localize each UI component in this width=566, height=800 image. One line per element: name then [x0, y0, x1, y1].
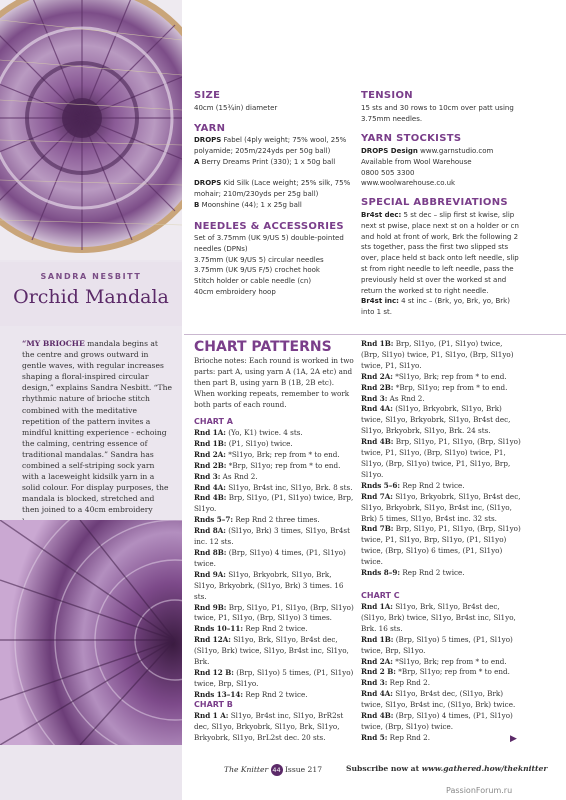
- round-instruction: [194, 483, 356, 494]
- round-label: Rnd 4B:: [361, 711, 394, 721]
- round-text: *Brp, Sl1yo; rep from * to end.: [395, 667, 510, 677]
- round-label: Rnd 7A:: [361, 491, 393, 501]
- round-text: Brp, Sl1yo, P1, Sl1yo, (Brp, Sl1yo) twice, P1, Sl1yo, (Brp, Sl1yo) 3 times.: [194, 602, 354, 623]
- yarn-a-letter: A: [194, 157, 200, 166]
- needles-item: 3.75mm (UK 9/US 5) circular needles: [194, 255, 324, 264]
- round-instruction: [361, 481, 523, 492]
- round-text: Rep Rnd 2 twice.: [400, 568, 465, 578]
- yarn-a-colour: Berry Dreams Print (330); 1 x 50g ball: [199, 157, 336, 166]
- round-label: Rnd 12 B:: [194, 667, 234, 677]
- round-instruction: [361, 711, 523, 733]
- round-text: Brp, Sl1yo, P1, Sl1yo, (Brp, Sl1yo) twice, P1, Sl1yo, Brp, Sl1yo, (P1, Sl1yo) twice, (Brp, Sl1yo) 6 times, (P1, Sl1yo) twice.: [361, 524, 521, 567]
- subscribe-label: Subscribe now at: [346, 764, 422, 773]
- chart-c-rounds: [361, 602, 523, 744]
- round-instruction: [194, 450, 356, 461]
- round-label: Rnd 5:: [361, 732, 388, 742]
- round-label: Rnds 8–9:: [361, 568, 401, 578]
- continue-arrow-icon: ▶: [510, 734, 517, 744]
- round-text: As Rnd 2.: [387, 393, 425, 403]
- round-text: (P1, Sl1yo) twice.: [226, 438, 293, 448]
- round-instruction: [361, 383, 523, 394]
- round-text: Sl1yo, Br4st inc, Sl1yo, BrR2st dec, Sl1yo, Brkyobrk, Sl1yo, Brk, Sl1yo, Brkyobrk, Sl1yo, BrL2st dec. 20 sts.: [194, 711, 344, 742]
- yarn-b-colour: Moonshine (44); 1 x 25g ball: [199, 200, 302, 209]
- round-text: *Brp, Sl1yo; rep from * to end.: [393, 382, 508, 392]
- round-instruction: [361, 404, 523, 437]
- intro-lead: “MY BRIOCHE: [22, 339, 85, 348]
- brioche-notes: Brioche notes: Each round is worked in two parts: part A, using yarn A (1A, 2A etc) and then part B, using yarn B (1B, 2B etc). When working repeats, remember to work both parts of each round.: [194, 356, 354, 409]
- chart-a-heading: CHART A: [194, 417, 233, 426]
- stockists-text: [361, 146, 531, 189]
- round-instruction: [361, 339, 523, 372]
- round-instruction: [361, 437, 523, 481]
- yarn-a-desc: Fabel (4ply weight; 75% wool, 25% polyamide; 205m/224yds per 50g ball): [194, 136, 347, 155]
- tension-text: 15 sts and 30 rows to 10cm over patt using 3.75mm needles.: [361, 104, 514, 123]
- round-label: Rnds 13–14:: [194, 689, 244, 699]
- round-label: Rnd 1A:: [194, 428, 226, 437]
- round-instruction: [194, 439, 356, 450]
- chart-b-rounds-cont: [361, 339, 523, 579]
- round-label: Rnd 8A:: [194, 526, 226, 536]
- yarn-a: [194, 135, 356, 167]
- round-instruction: [361, 678, 523, 689]
- round-instruction: [194, 548, 356, 570]
- stockist-line2: Available from Wool Warehouse: [361, 157, 472, 166]
- round-instruction: [194, 570, 356, 603]
- round-text: Sl1yo, Br4st dec, (Sl1yo, Brk) twice, Sl1yo, Br4st inc, (Sl1yo, Brk) twice.: [361, 689, 516, 710]
- section-divider: [184, 334, 566, 335]
- round-text: (Sl1yo, Brk) 3 times, Sl1yo, Br4st inc. 12 sts.: [194, 526, 350, 547]
- abbrev-text: [361, 210, 523, 318]
- abbrev-heading: SPECIAL ABBREVIATIONS: [361, 197, 508, 208]
- round-label: Rnd 2A:: [361, 371, 393, 381]
- round-text: (Brp, Sl1yo) 4 times, (P1, Sl1yo) twice.: [194, 547, 346, 568]
- round-instruction: [194, 493, 356, 515]
- size-heading: SIZE: [194, 90, 221, 101]
- round-text: *Sl1yo, Brk; rep from * to end.: [225, 449, 340, 459]
- yarn-b: [194, 178, 356, 210]
- round-instruction: [361, 657, 523, 668]
- round-label: Rnd 1B:: [194, 438, 227, 448]
- round-text: Rep Rnd 2 twice.: [243, 689, 308, 699]
- yarn-b-letter: B: [194, 200, 200, 209]
- round-text: (Brp, Sl1yo) 4 times, (P1, Sl1yo) twice, (Brp, Sl1yo) twice.: [361, 711, 513, 731]
- round-text: (Brp, Sl1yo) 5 times, (P1, Sl1yo) twice, Brp, Sl1yo.: [194, 667, 354, 688]
- chart-b-heading: CHART B: [194, 700, 233, 709]
- needles-list: [194, 233, 359, 298]
- round-text: As Rnd 2.: [220, 471, 258, 481]
- intro-body: mandala begins at the centre and grows outward in gentle waves, with regular increases shaping a floral-inspired circular design,” explains Sandra Nesbitt. “The rhythmic nature of brioche stitch combined with the meditative repetition of the pattern invites a mindful knitting experience - echoing the calming, centring essence of traditional mandalas.” Sandra has combined a self-striping sock yarn with a laceweight kidsilk yarn in a solid colour. For display purposes, the mandala is blocked, stretched and then joined to a 40cm embroidery: [22, 339, 173, 515]
- round-label: Rnd 4A:: [361, 404, 393, 414]
- yarn-heading: YARN: [194, 123, 226, 134]
- round-instruction: [194, 526, 356, 548]
- round-instruction: [361, 394, 523, 405]
- round-label: Rnd 4A:: [194, 482, 226, 492]
- yarn-b-desc: Kid Silk (Lace weight; 25% silk, 75% mohair; 210m/230yds per 25g ball): [194, 179, 351, 198]
- round-instruction: [361, 602, 523, 635]
- round-label: Rnd 9B:: [194, 602, 227, 612]
- round-instruction: [361, 568, 523, 579]
- abbrev-inc-term: Br4st inc:: [361, 297, 399, 306]
- round-text: Brp, Sl1yo, P1, Sl1yo, (Brp, Sl1yo) twice, P1, Sl1yo, (Brp, Sl1yo) twice, P1, Sl1yo, (Brp, Sl1yo) twice, P1, Sl1yo, Brp, Sl1yo.: [361, 437, 521, 479]
- round-label: Rnd 3:: [194, 471, 221, 481]
- round-label: Rnd 3:: [361, 393, 388, 403]
- round-instruction: [194, 668, 356, 690]
- chart-c-heading: CHART C: [361, 591, 400, 600]
- stockist-web2: www.woolwarehouse.co.uk: [361, 179, 456, 188]
- round-text: *Sl1yo, Brk; rep from * to end.: [392, 371, 507, 381]
- mandala-photo-top: [0, 0, 182, 260]
- round-text: *Brp, Sl1yo; rep from * to end.: [226, 460, 341, 470]
- round-text: (Brp, Sl1yo) 5 times, (P1, Sl1yo) twice, Brp, Sl1yo.: [361, 634, 513, 655]
- stockist-web1: www.garnstudio.com: [417, 147, 494, 155]
- size-text: 40cm (15¾in) diameter: [194, 104, 278, 112]
- round-text: (Yo, K1) twice. 4 sts.: [225, 428, 303, 437]
- round-instruction: [194, 461, 356, 472]
- needles-heading: NEEDLES & ACCESSORIES: [194, 221, 344, 232]
- needles-item: 40cm embroidery hoop: [194, 287, 276, 296]
- round-text: Sl1yo, Brk, Sl1yo, Br4st dec, (Sl1yo, Brk) twice, Sl1yo, Br4st inc, Sl1yo, Brk. 16 sts.: [361, 602, 516, 633]
- subscribe-link[interactable]: www.gathered.how/theknitter: [421, 764, 548, 773]
- mandala-photo-detail: [0, 520, 182, 745]
- stockist-phone: 0800 505 3300: [361, 168, 415, 177]
- round-instruction: [194, 472, 356, 483]
- designer-name: SANDRA NESBITT: [40, 272, 142, 281]
- yarn-b-brand: DROPS: [194, 179, 222, 187]
- round-instruction: [194, 428, 356, 439]
- round-text: Rep Rnd 2 twice.: [400, 480, 465, 490]
- round-label: Rnd 4B:: [194, 493, 227, 503]
- round-instruction: [361, 372, 523, 383]
- intro-text: [22, 338, 172, 527]
- round-text: Rep Rnd 2.: [387, 732, 431, 742]
- round-label: Rnd 1A:: [361, 602, 393, 611]
- round-label: Rnd 12A:: [194, 635, 231, 645]
- round-label: Rnd 2B:: [194, 460, 227, 470]
- round-label: Rnds 5–6:: [361, 480, 401, 490]
- chart-a-rounds: [194, 428, 356, 701]
- chart-b-rounds-start: [194, 711, 356, 744]
- round-instruction: [194, 603, 356, 625]
- round-instruction: [361, 635, 523, 657]
- round-text: Brp, Sl1yo, (P1, Sl1yo) twice, (Brp, Sl1yo) twice, P1, Sl1yo, (Brp, Sl1yo) twice, P1, Sl1yo.: [361, 339, 514, 370]
- needles-item: Stitch holder or cable needle (cn): [194, 277, 312, 286]
- stockist-brand: DROPS Design: [361, 147, 418, 155]
- round-label: Rnd 2A:: [194, 449, 226, 459]
- round-label: Rnd 4A:: [361, 689, 393, 699]
- round-label: Rnd 7B:: [361, 524, 394, 534]
- round-label: Rnd 2B:: [361, 382, 394, 392]
- round-text: Sl1yo, Brkyobrk, Sl1yo, Br4st dec, Sl1yo, Brkyobrk, Sl1yo, Br4st inc, (Sl1yo, Brk) 5 times, Sl1yo, Br4st inc. 32 sts.: [361, 491, 521, 523]
- abbrev-dec-term: Br4st dec:: [361, 211, 402, 219]
- abbrev-dec-text: 5 st dec – slip first st kwise, slip next st pwise, place next st on a holder or cn and hold at front of work, Brk the following 2 sts together, pass the first two slipped sts over, place held st back onto left needle, slip st from right needle to left needle, pass the previously held st over the worked st and return the worked st to right needle.: [361, 211, 519, 295]
- round-text: *Sl1yo, Brk; rep from * to end.: [392, 656, 507, 666]
- round-instruction: [194, 635, 356, 668]
- round-label: Rnd 1B:: [361, 634, 394, 644]
- round-text: Sl1yo, Brk, Sl1yo, Br4st dec, (Sl1yo, Brk) twice, Sl1yo, Br4st inc, Sl1yo, Brk.: [194, 635, 349, 667]
- round-text: Brp, Sl1yo, (P1, Sl1yo) twice, Brp, Sl1yo.: [194, 493, 354, 514]
- round-instruction: [361, 492, 523, 525]
- round-text: Sl1yo, Brkyobrk, Sl1yo, Brk, Sl1yo, Brkyobrk, (Sl1yo, Brk) 3 times. 16 sts.: [194, 569, 344, 601]
- round-instruction: [361, 667, 523, 678]
- round-instruction: [361, 733, 523, 744]
- round-instruction: [194, 515, 356, 526]
- round-label: Rnd 2 B:: [361, 667, 396, 677]
- issue-number: Issue 217: [284, 765, 323, 774]
- needles-item: 3.75mm (UK 9/US F/5) crochet hook: [194, 266, 320, 275]
- round-label: Rnd 9A:: [194, 569, 226, 579]
- round-label: Rnd 8B:: [194, 547, 227, 557]
- round-instruction: [361, 524, 523, 568]
- round-text: (Sl1yo, Brkyobrk, Sl1yo, Brk) twice, Sl1yo, Brkyobrk, Sl1yo, Br4st dec, Sl1yo, Brkyobrk, Sl1yo, Brk. 24 sts.: [361, 404, 511, 436]
- round-label: Rnd 2A:: [361, 656, 393, 666]
- round-label: Rnd 1 A:: [194, 711, 229, 720]
- magazine-name: The Knitter: [224, 765, 269, 774]
- round-instruction: [361, 689, 523, 711]
- round-text: Rep Rnd 2.: [387, 678, 431, 688]
- round-text: Rep Rnd 2 three times.: [233, 515, 320, 525]
- abbrev-inc-text: 4 st inc – (Brk, yo, Brk, yo, Brk) into 1 st.: [361, 297, 510, 317]
- round-label: Rnd 1B:: [361, 339, 394, 348]
- round-text: Sl1yo, Br4st inc, Sl1yo, Brk. 8 sts.: [225, 482, 353, 492]
- round-label: Rnds 5–7:: [194, 515, 234, 525]
- round-label: Rnd 3:: [361, 678, 388, 688]
- round-instruction: [194, 624, 356, 635]
- page-number: 44: [272, 766, 281, 774]
- needles-item: Set of 3.75mm (UK 9/US 5) double-pointed needles (DPNs): [194, 234, 344, 253]
- tension-heading: TENSION: [361, 90, 413, 101]
- stockists-heading: YARN STOCKISTS: [361, 133, 462, 144]
- round-instruction: [194, 711, 356, 744]
- pattern-title: Orchid Mandala: [13, 286, 169, 308]
- round-label: Rnd 4B:: [361, 437, 394, 447]
- yarn-a-brand: DROPS: [194, 136, 222, 144]
- round-label: Rnds 10–11:: [194, 624, 244, 634]
- round-text: Rep Rnd 2 twice.: [243, 624, 308, 634]
- chart-patterns-heading: CHART PATTERNS: [194, 339, 332, 355]
- watermark: PassionForum.ru: [446, 786, 513, 795]
